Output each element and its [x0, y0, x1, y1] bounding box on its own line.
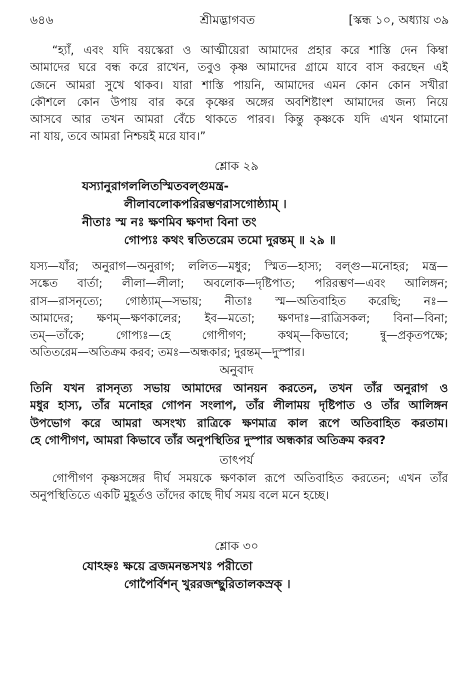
translation-line: তিনি যখন রাসনৃত্য সভায় আমাদের আনয়ন করতেন, তখন তাঁর অনুরাগ ও: [30, 381, 448, 395]
intro-line: আমাদের ঘরে বন্ধ করে রাখেন, তবুও কৃষ্ণ আমাদের গ্রামে যাবে বাস করছেন এই: [30, 60, 448, 75]
verse-line: নীতাঃ স্ম নঃ ক্ষণমিব ক্ষণদা বিনা তং: [82, 215, 257, 229]
verse-line: লীলাবলোকপরিরম্ভণরাসগোষ্ঠ্যাম্‌ ।: [124, 197, 287, 211]
verse-line: যস্যানুরাগললিতস্মিতবল্গুমন্ত্র-: [82, 179, 229, 193]
verse-line: গোপৈর্বিশন্‌ খুররজশ্ছুরিতালকস্রক্‌ ।: [124, 577, 291, 591]
translation-line: হে গোপীগণ, আমরা কিভাবে তাঁর অনুপস্থিতির দুস্পার অন্ধকার অতিক্রম করব?: [30, 432, 386, 447]
verse-line: গোপ্যঃ কথং ন্বতিতরেম তমো দুরন্তম্‌ ॥ ২৯ ॥: [124, 233, 336, 247]
chapter-reference: [স্কন্ধ ১০, অধ্যায় ৩৯: [348, 13, 449, 27]
intro-line: না যায়, তবে আমরা নিশ্চয়ই মরে যাব।”: [30, 129, 206, 144]
synonyms-line: রাস—রাসনৃত্যে; গোষ্ঠ্যাম্‌—সভায়; নীতাঃ স্ম—অতিবাহিত করেছি; নঃ—: [30, 293, 448, 308]
purport-line: গোপীগণ কৃষ্ণসঙ্গের দীর্ঘ সময়কে ক্ষণকাল রূপে অতিবাহিত করতেন; এখন তাঁর: [52, 471, 448, 485]
synonyms-line: তম্‌—তাঁকে; গোপ্যঃ—হে গোপীগণ; কথম্‌—কিভাবে; ন্বু—প্রকৃতপক্ষে;: [30, 328, 448, 343]
translation-line: উপভোগ করে আমরা অসংখ্য রাত্রিকে ক্ষণমাত্র কাল রূপে অতিবাহিত করতাম।: [30, 415, 448, 430]
intro-paragraph: [30, 42, 448, 146]
synonyms-line: অতিতরেম—অতিক্রম করব; তমঃ—অন্ধকার; দুরন্তম্‌—দুস্পার।: [30, 345, 305, 360]
page-number: ৬৪৬: [30, 13, 54, 27]
intro-line: আসবে আর তখন আমরা বেঁচে থাকতে পারব। কিন্তু কৃষ্ণকে যদি এখন থামানো: [30, 112, 448, 127]
synonyms-line: যস্য—যাঁর; অনুরাগ—অনুরাগ; ললিত—মধুর; স্মিত—হাস্য; বল্গু—মনোহর; মন্ত্র—: [30, 259, 448, 273]
synonyms-line: সঙ্কেত বার্তা; লীলা—লীলা; অবলোক—দৃষ্টিপাত; পরিরম্ভণ—এবং আলিঙ্গন;: [30, 276, 448, 291]
purport-line: অনুপস্থিতিতে একটি মুহূর্তও তাঁদের কাছে দীর্ঘ সময় বলে মনে হচ্ছে।: [30, 488, 329, 503]
book-title: শ্রীমদ্ভাগবত: [200, 13, 256, 27]
translation-heading: অনুবাদ: [219, 363, 254, 377]
verse-29-translation: [30, 380, 448, 449]
translation-line: মধুর হাস্য, তাঁর মনোহর গোপন সংলাপ, তাঁর লীলাময় দৃষ্টিপাত ও তাঁর আলিঙ্গন: [30, 398, 448, 413]
verse-29-text: [30, 177, 448, 249]
verse-30-heading: শ্লোক ৩০: [214, 539, 259, 553]
running-header: [30, 12, 449, 30]
verse-29-purport: [30, 470, 448, 505]
verse-29-synonyms: [30, 258, 448, 362]
synonyms-line: আমাদের; ক্ষণম্‌—ক্ষণকালের; ইব—মতো; ক্ষণদাঃ—রাত্রিসকল; বিনা—বিনা;: [30, 310, 448, 325]
verse-30-text: [30, 557, 448, 593]
verse-line: যোঽহ্নঃ ক্ষয়ে ব্রজমনন্তসখঃ পরীতো: [82, 559, 253, 573]
intro-line: “হ্যাঁ, এবং যদি বয়স্কেরা ও আত্মীয়েরা আমাদের প্রহার করে শাস্তি দেন কিম্বা: [52, 43, 448, 57]
intro-line: কৌশলে কোন উপায় বার করে কৃষ্ণের অঙ্গের অবশিষ্টাংশ আমাদের জন্য নিয়ে: [30, 94, 448, 109]
verse-29-heading: শ্লোক ২৯: [214, 159, 259, 173]
purport-heading: তাৎপর্য: [219, 453, 254, 467]
intro-line: জেনে আমরা সুখে থাকব। যারা শাস্তি পায়নি, আমাদের এমন কোন কোন সখীরা: [30, 77, 448, 92]
